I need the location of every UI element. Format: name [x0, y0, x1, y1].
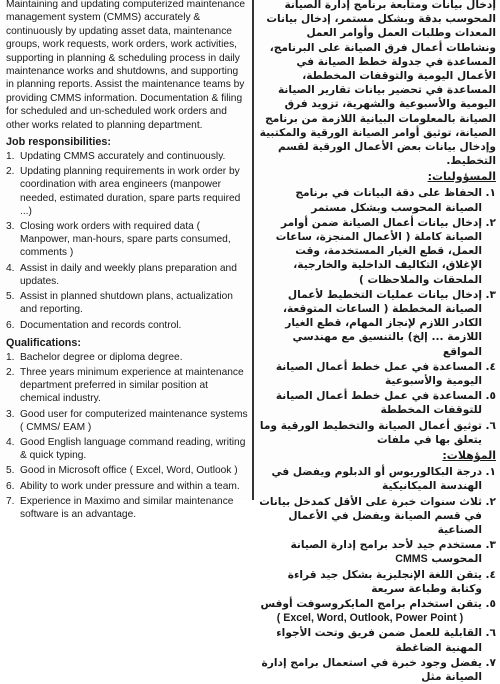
english-intro-paragraph: Maintaining and updating computerized maintenance management system (CMMS) accurately & continuously by updating asset data, maintenance groups, work requests, work orders, work activities, supporting in planning & scheduling process in daily maintenance works and shutdowns, and supporting in planning reports. Assist the maintenance teams by providing CMMS information. Documentation & filing for scheduled and un-scheduled work orders and other works related to planning department.	[6, 0, 245, 131]
list-item-number: 6.	[6, 480, 15, 492]
english-responsibilities-list	[6, 150, 248, 332]
list-item-text: Closing work orders with required data ( Manpower, man-hours, spare parts consumed, comments )	[20, 221, 231, 259]
list-item-number: ٧.	[485, 656, 496, 669]
list-item-number: ٤.	[485, 360, 496, 373]
list-item	[6, 480, 248, 493]
list-item-text-wrapper	[258, 538, 482, 566]
list-item	[6, 408, 248, 434]
arabic-column	[258, 0, 496, 683]
list-item	[6, 220, 248, 260]
list-item-text: توثيق أعمال الصيانة والتخطيط الورقية وما يتعلق بها في ملفات	[259, 419, 482, 446]
list-item-text: إدخال بيانات عمليات التخطيط لأعمال الصيانة المخططة ( الساعات المتوقعة، الكادر اللازم لإنجاز المهام، قطع الغيار اللازمة ... إلخ) بالتنسيق مع مهندسي المواقع	[282, 288, 482, 358]
list-item-text: Assist in planned shutdown plans, actualization and reporting.	[20, 291, 233, 316]
list-item-number: ٥.	[485, 597, 496, 610]
list-item	[258, 216, 496, 287]
list-item	[6, 366, 248, 406]
english-responsibilities-heading: Job responsibilities:	[6, 136, 111, 149]
list-item-number: 1.	[6, 351, 15, 363]
list-item-number: 7.	[6, 495, 15, 507]
list-item-text: Updating planning requirements in work order by coordination with area engineers (manpower needed, estimated duration, spare parts required ...)	[20, 166, 241, 217]
list-item	[258, 538, 496, 566]
arabic-responsibilities-list	[258, 186, 496, 447]
list-item-number: 2.	[6, 166, 15, 178]
list-item	[258, 495, 496, 538]
list-item-number: 3.	[6, 408, 15, 420]
list-item-text: مستخدم جيد لأحد برامج إدارة الصيانة المحوسب	[290, 539, 482, 566]
list-item	[258, 186, 496, 214]
list-item-text: Bachelor degree or diploma degree.	[20, 351, 183, 363]
list-item	[258, 288, 496, 359]
list-item-text: الحفاظ على دقة البيانات في برنامج الصيانة المحوسب وبشكل مستمر	[295, 187, 482, 214]
list-item-text: المساعدة في عمل خطط أعمال الصيانة للتوقفات المخططة	[275, 390, 482, 417]
list-item-number: ٣.	[485, 539, 496, 552]
list-item-text: Assist in daily and weekly plans preparation and updates.	[20, 262, 237, 287]
list-item-text: يتقن استخدام برامج المايكروسوفت أوفس	[260, 597, 482, 610]
list-item	[6, 165, 248, 218]
list-item-text: Documentation and records control.	[20, 319, 182, 331]
english-column	[6, 0, 248, 520]
list-item-number: ٢.	[485, 216, 496, 229]
list-item	[6, 436, 248, 462]
list-item-text: يتقن اللغة الإنجليزية بشكل جيد قراءة وكتابة وطباعة سريعة	[287, 568, 482, 595]
list-item-number: ٣.	[485, 288, 496, 301]
list-item	[258, 626, 496, 654]
list-item-number: 5.	[6, 291, 15, 303]
column-divider	[252, 0, 254, 500]
list-item	[6, 351, 248, 364]
list-item-number: 6.	[6, 319, 15, 331]
list-item-text: Good English language command reading, writing & quick typing.	[20, 436, 246, 462]
list-item	[258, 360, 496, 388]
list-item-number: ١.	[485, 187, 496, 200]
arabic-responsibilities-heading: المسؤوليات:	[427, 170, 496, 184]
list-item	[258, 389, 496, 417]
list-item	[6, 464, 248, 477]
list-item-text: إدخال بيانات أعمال الصيانة ضمن أوامر الصيانة كاملة ( الأعمال المنجزة، ساعات العمل، قطع الغيار المستخدمة، وقت الإغلاق، التكاليف الداخلية والخارجية، الملحقات والملاحظات )	[275, 216, 482, 286]
list-item-text-wrapper	[258, 597, 482, 625]
list-item	[258, 597, 496, 625]
list-item-text: Updating CMMS accurately and continuously.	[20, 151, 226, 163]
list-item-text: Good in Microsoft office ( Excel, Word, Outlook )	[20, 465, 238, 477]
arabic-qualifications-heading: المؤهلات:	[442, 449, 496, 463]
list-item	[258, 656, 496, 684]
list-item-text: درجة البكالوريوس أو الدبلوم ويفضل في الهندسة الميكانيكية	[271, 466, 482, 493]
list-item	[6, 290, 248, 316]
list-item-latin-text: ( Excel, Word, Outlook, Power Point )	[276, 612, 464, 625]
list-item-number: 5.	[6, 465, 15, 477]
list-item	[6, 262, 248, 288]
list-item-text: ثلاث سنوات خبرة على الأقل كمدخل بيانات في قسم الصيانة ويفضل في الأعمال الصناعية	[259, 495, 482, 536]
english-qualifications-heading: Qualifications:	[6, 336, 81, 349]
list-item-number: ١.	[485, 466, 496, 479]
list-item	[6, 150, 248, 163]
list-item-text: Three years minimum experience at maintenance department preferred in similar position at chemical industry.	[20, 366, 244, 405]
arabic-intro-paragraph: إدخال بيانات ومتابعة برنامج إدارة الصيانة المحوسب بدقة وبشكل مستمر، إدخال بيانات المعدات وطلبات العمل وأوامر العمل ونشاطات أعمال فرق الصيانة على البرنامج، المساعدة في جدولة خطط الصيانة في الأعمال اليومية والتوقفات المخططة، المساعدة في تحضير بيانات تقارير الصيانة اليومية والأسبوعية والشهرية، تزويد فرق الصيانة بالمعلومات البيانية اللازمة من برنامج الصيانة، توثيق أوامر الصيانة الورقية والمكتبية وإدخال بيانات بعض الأعمال الورقية لقسم التخطيط.	[259, 0, 496, 168]
list-item-latin-text: CMMS	[395, 553, 428, 566]
list-item-text: يفضل وجود خبرة في استعمال برامج إدارة الصيانة مثل	[261, 656, 482, 683]
list-item	[258, 568, 496, 596]
list-item-text: المساعدة في عمل خطط أعمال الصيانة اليومية والأسبوعية	[275, 360, 482, 388]
list-item	[6, 495, 248, 521]
list-item-number: 4.	[6, 436, 15, 448]
list-item-number: 4.	[6, 262, 15, 274]
list-item-text: Ability to work under pressure and within a team.	[20, 480, 240, 492]
list-item	[6, 319, 248, 332]
list-item-number: ٢.	[485, 495, 496, 508]
list-item	[258, 419, 496, 447]
list-item-number: 2.	[6, 366, 15, 378]
list-item-number: ٦.	[485, 419, 496, 432]
list-item-number: ٦.	[485, 627, 496, 640]
english-qualifications-list	[6, 351, 248, 521]
list-item-text: Experience in Maximo and similar maintenance software is an advantage.	[20, 495, 234, 520]
list-item-number: ٤.	[485, 568, 496, 581]
list-item-number: 3.	[6, 221, 15, 233]
arabic-qualifications-list	[258, 465, 496, 684]
list-item-number: 1.	[6, 151, 15, 163]
list-item-text: القابلية للعمل ضمن فريق وتحت الأجواء المهنية الضاغطة	[276, 627, 482, 654]
list-item-number: ٥.	[485, 390, 496, 403]
list-item	[258, 465, 496, 493]
list-item-text: Good user for computerized maintenance systems ( CMMS/ EAM )	[20, 408, 248, 433]
